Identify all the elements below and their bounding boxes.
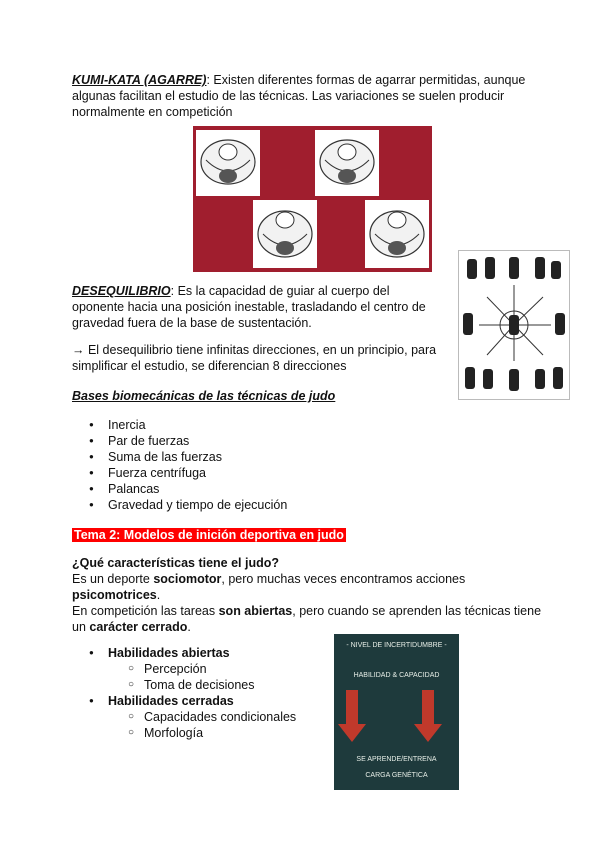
car-sociomotor: sociomotor [153,572,222,586]
car-l1a: Es un deporte [72,572,154,586]
caracteristicas-question: ¿Qué características tiene el judo? [72,556,280,570]
habilidades-abiertas: ● Habilidades abiertas [72,645,332,661]
desequilibrio-term: DESEQUILIBRIO [72,284,171,298]
habilidad-decisiones: ○ Toma de decisiones [72,677,332,693]
car-l4c: . [187,620,191,634]
desequilibrio-paragraph [72,283,442,331]
bases-list [72,417,432,513]
board-line2: CARGA GENÉTICA [365,772,428,779]
grip-figures [193,126,432,272]
bases-item-gravedad: ● Gravedad y tiempo de ejecución [72,497,432,513]
incertidumbre-board [334,634,459,790]
arrow-down-right-icon [414,690,442,742]
kumikata-term: KUMI-KATA (AGARRE) [72,73,207,87]
habilidad-morfologia: ○ Morfología [72,725,332,741]
board-title: - NIVEL DE INCERTIDUMBRE - [346,642,447,649]
grip-illustration [193,126,432,272]
car-abiertas: son abiertas [218,604,293,618]
car-cerrado: carácter cerrado [89,620,188,634]
habilidades-list [72,645,332,741]
judoka-pair-3 [253,200,317,268]
habilidades-cerradas: ● Habilidades cerradas [72,693,332,709]
habilidad-capacidades: ○ Capacidades condicionales [72,709,332,725]
car-l2b: . [156,588,161,602]
tema2-title: Tema 2: Modelos de inición deportiva en judo [74,528,344,542]
tema2-title-wrap [72,527,346,543]
caracteristicas-paragraph-2 [72,603,552,635]
judoka-pair-1 [196,130,260,196]
car-l1c: , pero muchas veces encontramos acciones [221,572,466,586]
board-arrows [334,690,459,746]
car-l4a: un [72,620,90,634]
bases-item-inercia: ● Inercia [72,417,432,433]
arrow-down-left-icon [338,690,366,742]
board-line1: SE APRENDE/ENTRENA [356,756,437,763]
car-l3c: , pero cuando se aprenden las técnicas tiene [292,604,542,618]
desequilibrio-text: : Es la capacidad de guiar al cuerpo del oponente hacia una posición inestable, trasladando el centro de gravedad fuera de la base de sustentación. [72,284,426,330]
judoka-pair-4 [365,200,429,268]
kumikata-paragraph [72,72,532,120]
desequilibrio-note: → El desequilibrio tiene infinitas direcciones, en un principio, para simplificar el estudio, se diferencian 8 direcciones [72,343,437,373]
judoka-pair-2 [315,130,379,196]
kuzushi-directions-figure [458,250,570,400]
car-psicomotrices: psicomotrices [72,588,157,602]
bases-item-par: ● Par de fuerzas [72,433,432,449]
caracteristicas-paragraph-1 [72,571,542,603]
bases-item-centrifuga: ● Fuerza centrífuga [72,465,432,481]
habilidad-percepcion: ○ Percepción [72,661,332,677]
kuzushi-diagram [459,251,569,399]
car-l3a: En competición las tareas [72,604,219,618]
bases-item-suma: ● Suma de las fuerzas [72,449,432,465]
board-sub: HABILIDAD & CAPACIDAD [353,672,440,679]
bases-item-palancas: ● Palancas [72,481,432,497]
bases-heading: Bases biomecánicas de las técnicas de judo [72,389,336,403]
kumikata-text: : Existen diferentes formas de agarrar permitidas, aunque algunas facilitan el estudio de las técnicas. Las variaciones se suelen producir normalmente en competición [72,73,526,119]
